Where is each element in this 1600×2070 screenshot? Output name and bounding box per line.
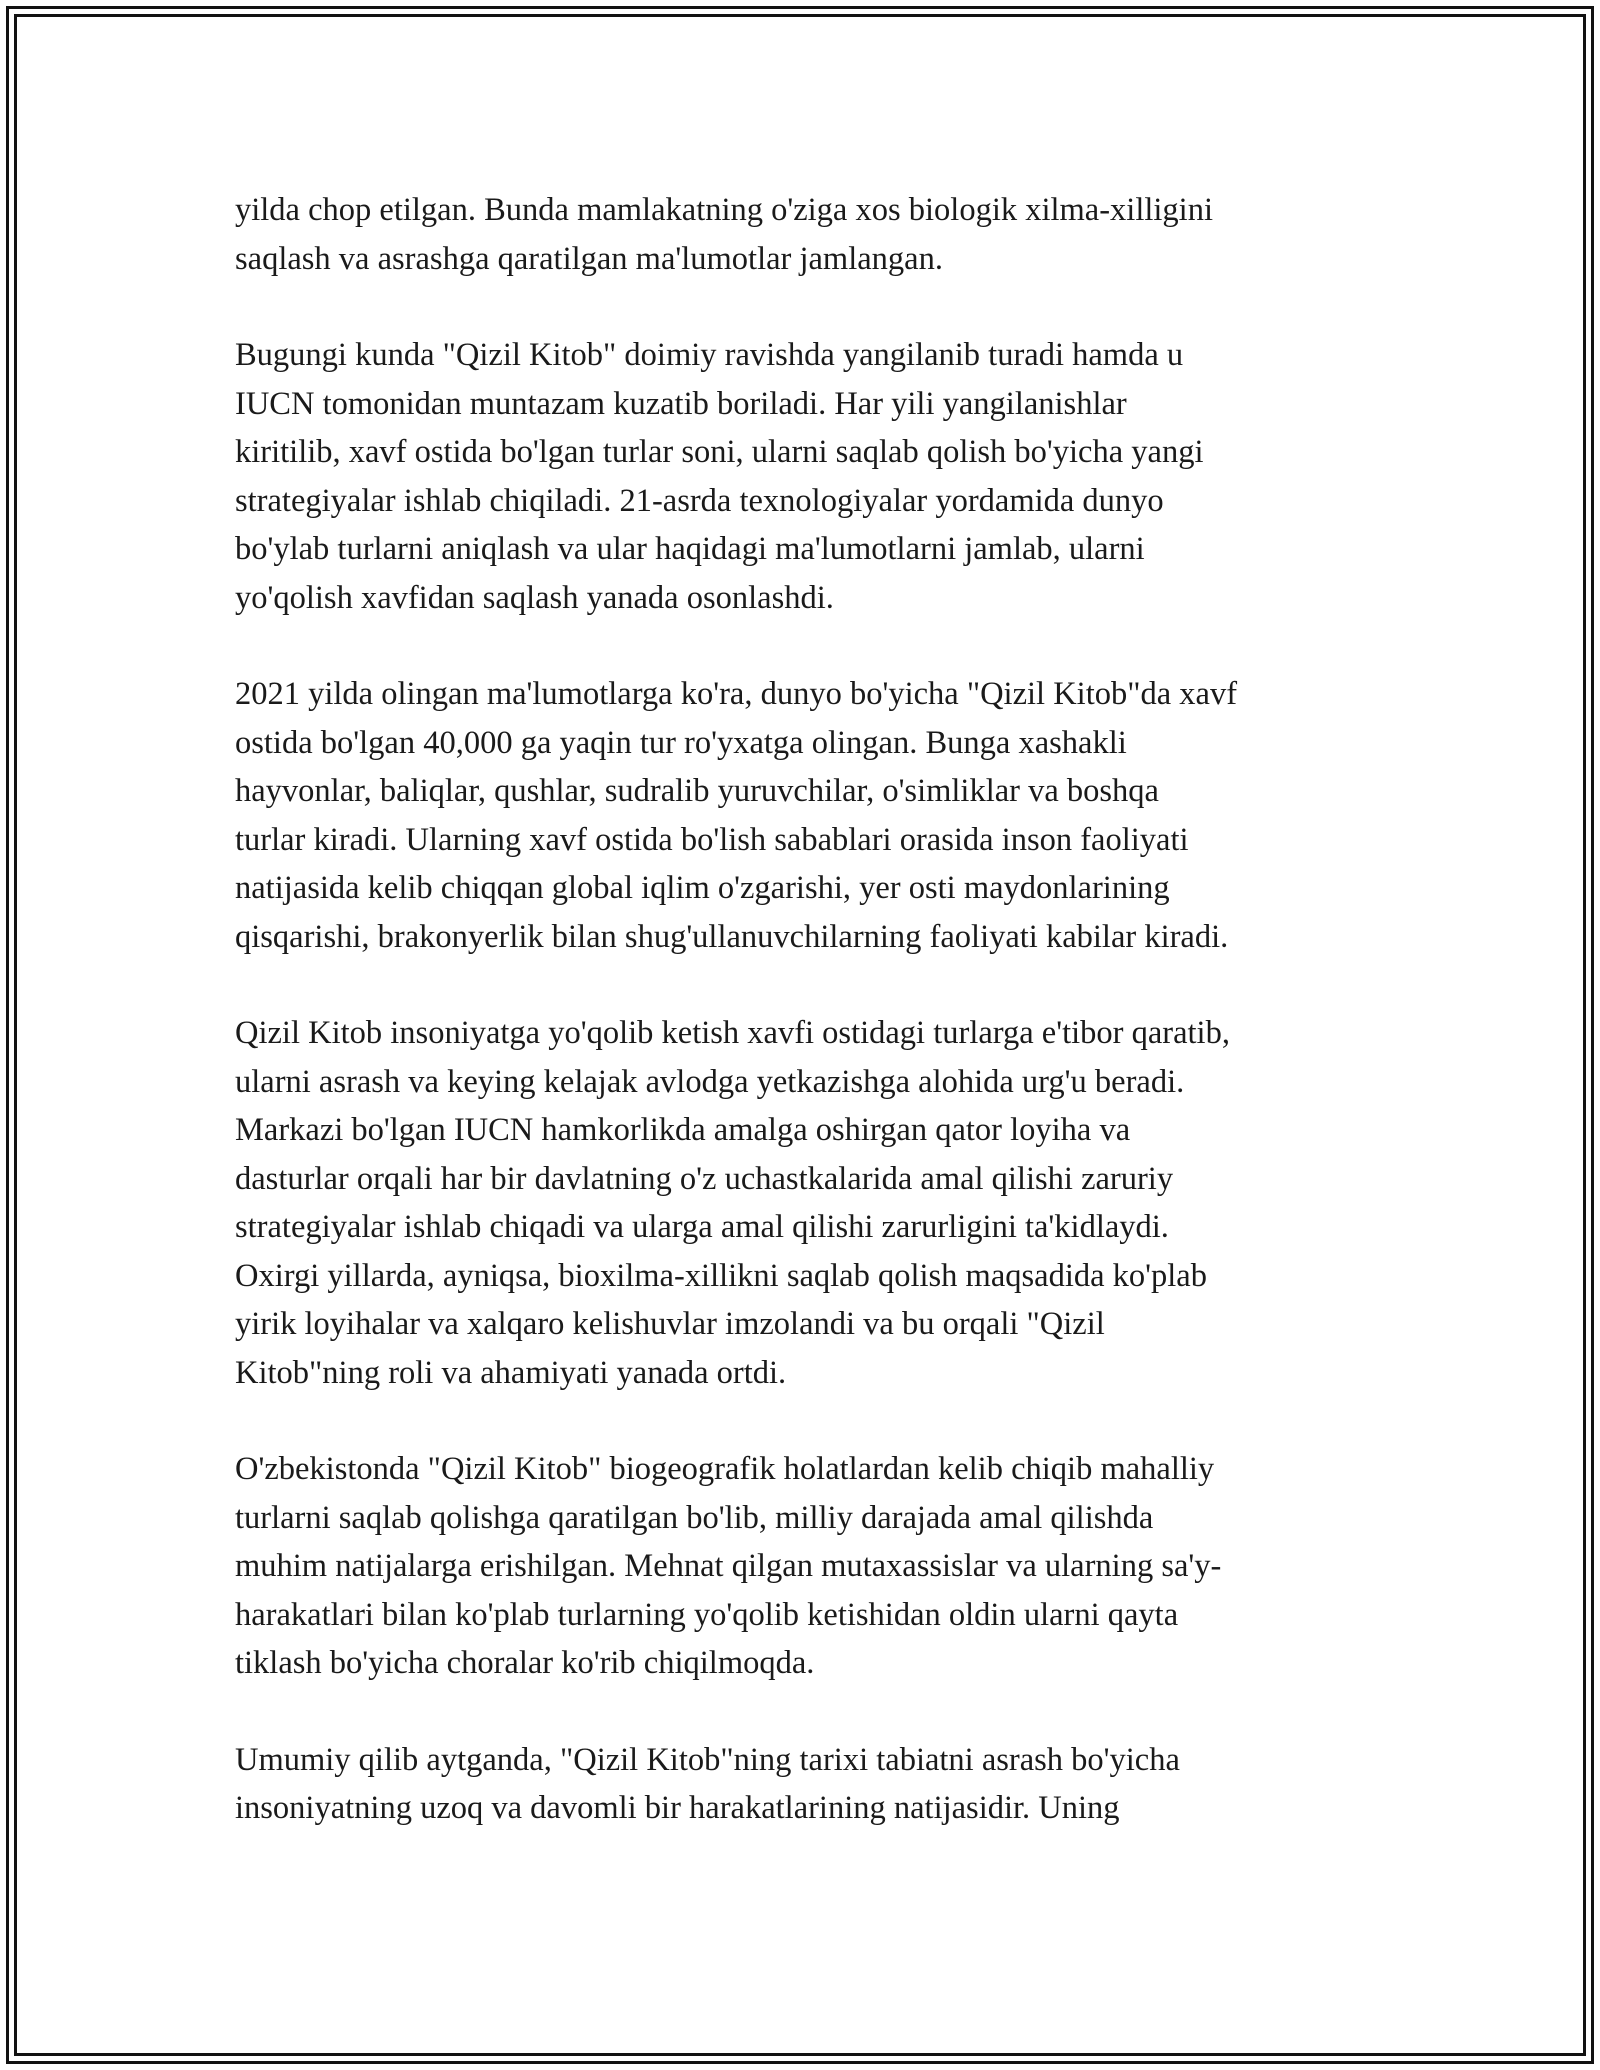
paragraph-5: O'zbekistonda "Qizil Kitob" biogeografik holatlardan kelib chiqib mahalliy turlarni saqlab qolishga qaratilgan bo'lib, milliy darajada amal qilishda muhim natijalarga erishilgan. Mehnat qilgan mutaxassislar va ularning sa'y- harakatlari bilan ko'plab turlarning yo'qolib ketishidan oldin ularni qayta tiklash bo'yicha choralar ko'rib chiqilmoqda. (235, 1451, 1222, 1681)
paragraph-2: Bugungi kunda "Qizil Kitob" doimiy ravishda yangilanib turadi hamda u IUCN tomonidan muntazam kuzatib boriladi. Har yili yangilanishlar kiritilib, xavf ostida bo'lgan turlar soni, ularni saqlab qolish bo'yicha yangi strategiyalar ishlab chiqiladi. 21-asrda texnologiyalar yordamida dunyo bo'ylab turlarni aniqlash va ular haqidagi ma'lumotlarni jamlab, ularni yo'qolish xavfidan saqlash yanada osonlashdi. (235, 337, 1204, 616)
document-body (235, 186, 1385, 1881)
paragraph-1: yilda chop etilgan. Bunda mamlakatning o'ziga xos biologik xilma-xilligini saqlash va asrashga qaratilgan ma'lumotlar jamlangan. (235, 192, 1213, 277)
paragraph-4: Qizil Kitob insoniyatga yo'qolib ketish xavfi ostidagi turlarga e'tibor qaratib, ularni asrash va keying kelajak avlodga yetkazishga alohida urg'u beradi. Markazi bo'lgan IUCN hamkorlikda amalga oshirgan qator loyiha va dasturlar orqali har bir davlatning o'z uchastkalarida amal qilishi zaruriy strategiyalar ishlab chiqadi va ularga amal qilishi zarurligini ta'kidlaydi. Oxirgi yillarda, ayniqsa, bioxilma-xillikni saqlab qolish maqsadida ko'plab yirik loyihalar va xalqaro kelishuvlar imzolandi va bu orqali "Qizil Kitob"ning roli va ahamiyati yanada ortdi. (235, 1015, 1230, 1391)
paragraph-6: Umumiy qilib aytganda, "Qizil Kitob"ning tarixi tabiatni asrash bo'yicha insoniyatning uzoq va davomli bir harakatlarining natijasidir. Uning (235, 1741, 1180, 1826)
paragraph-3: 2021 yilda olingan ma'lumotlarga ko'ra, dunyo bo'yicha "Qizil Kitob"da xavf ostida bo'lgan 40,000 ga yaqin tur ro'yxatga olingan. Bunga xashakli hayvonlar, baliqlar, qushlar, sudralib yuruvchilar, o'simliklar va boshqa turlar kiradi. Ularning xavf ostida bo'lish sabablari orasida inson faoliyati natijasida kelib chiqqan global iqlim o'zgarishi, yer osti maydonlarining qisqarishi, brakonyerlik bilan shug'ullanuvchilarning faoliyati kabilar kiradi. (235, 676, 1238, 955)
